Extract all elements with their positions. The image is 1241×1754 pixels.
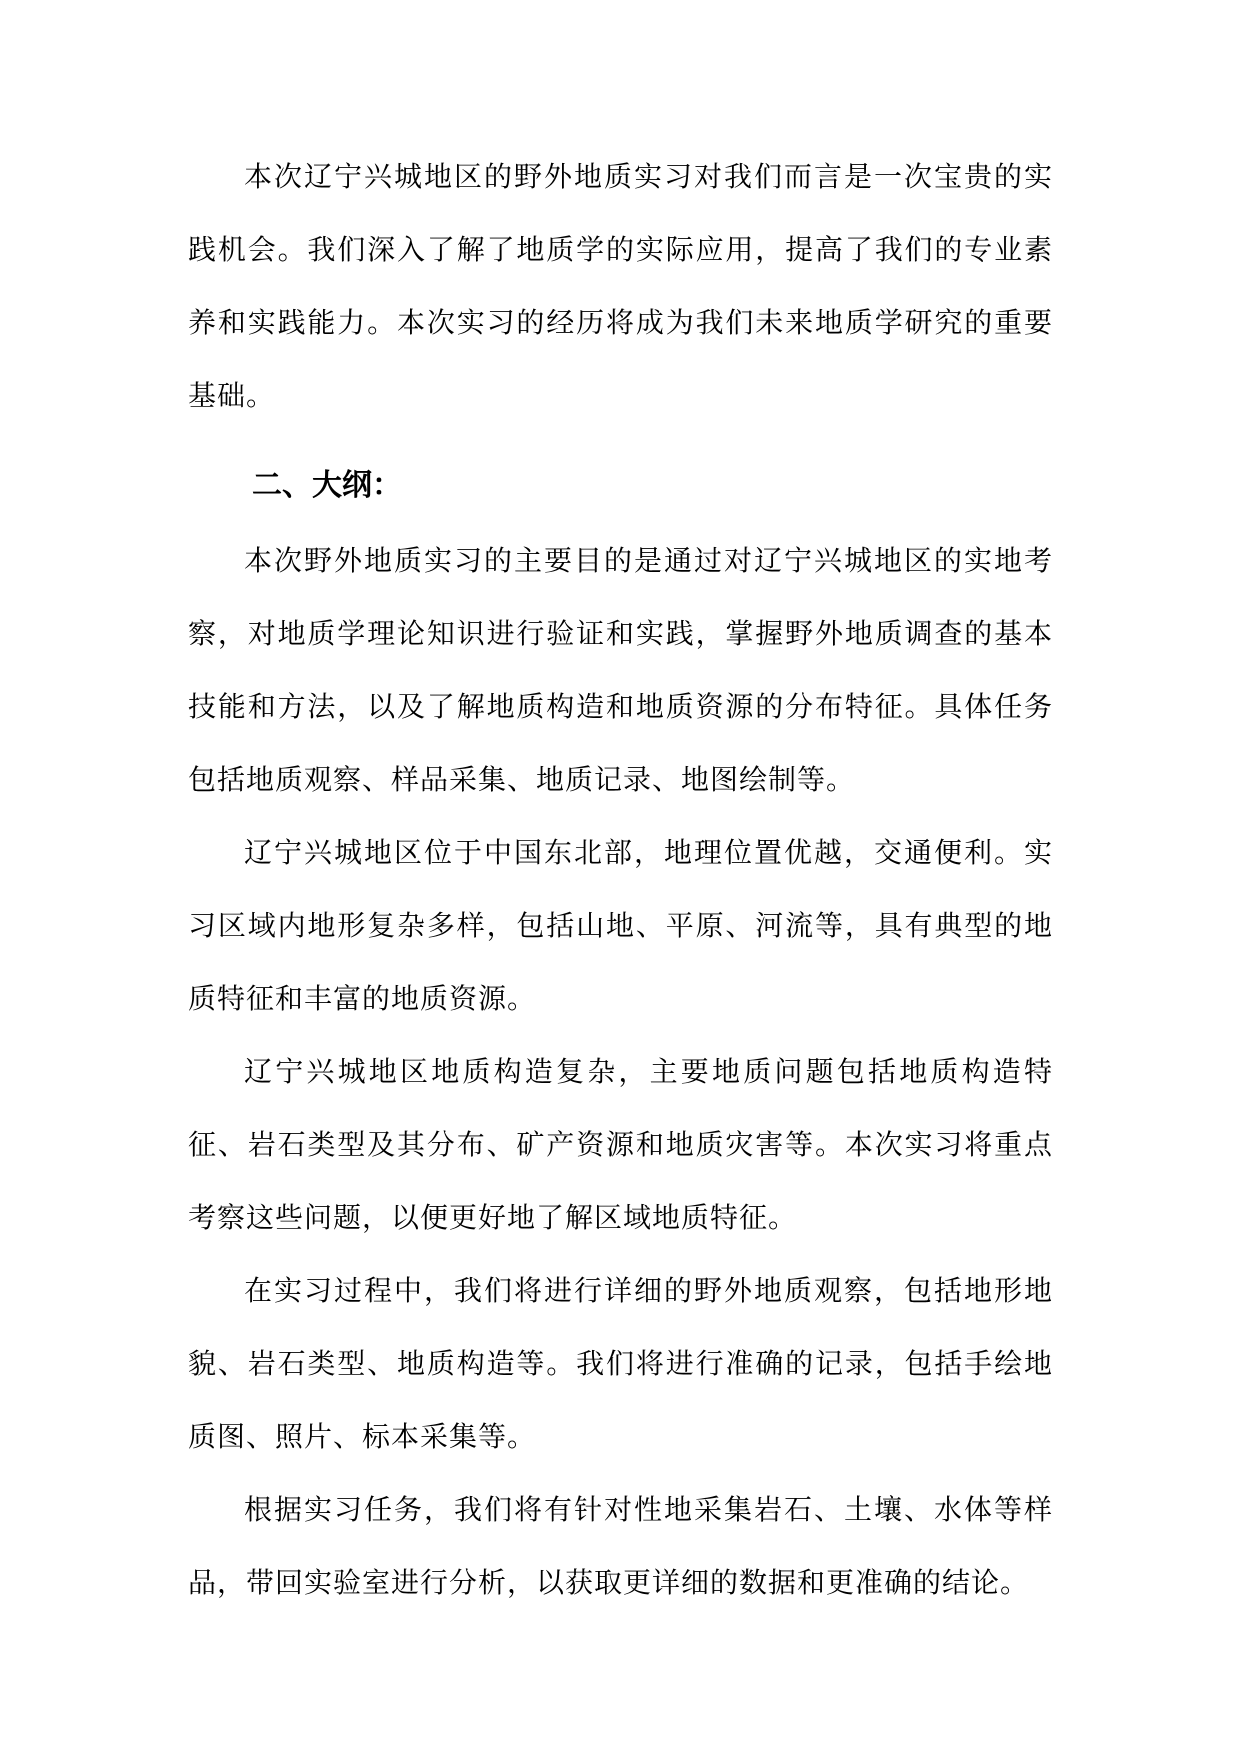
section-heading: 二、大纲： xyxy=(252,468,402,503)
paragraph-sampling: 根据实习任务，我们将有针对性地采集岩石、土壤、水体等样品，带回实验室进行分析，以获取更详细的数据和更准确的结论。 xyxy=(188,1493,1053,1599)
paragraph-summary: 本次辽宁兴城地区的野外地质实习对我们而言是一次宝贵的实践机会。我们深入了解了地质学的实际应用，提高了我们的专业素养和实践能力。本次实习的经历将成为我们未来地质学研究的重要基础。 xyxy=(188,160,1053,412)
paragraph-observation: 在实习过程中，我们将进行详细的野外地质观察，包括地形地貌、岩石类型、地质构造等。我们将进行准确的记录，包括手绘地质图、照片、标本采集等。 xyxy=(188,1274,1053,1453)
paragraph-geology: 辽宁兴城地区地质构造复杂，主要地质问题包括地质构造特征、岩石类型及其分布、矿产资源和地质灾害等。本次实习将重点考察这些问题，以便更好地了解区域地质特征。 xyxy=(188,1055,1053,1234)
paragraph-location: 辽宁兴城地区位于中国东北部，地理位置优越，交通便利。实习区域内地形复杂多样，包括山地、平原、河流等，具有典型的地质特征和丰富的地质资源。 xyxy=(188,836,1053,1015)
document-body xyxy=(188,140,1053,1619)
paragraph-objectives: 本次野外地质实习的主要目的是通过对辽宁兴城地区的实地考察，对地质学理论知识进行验证和实践，掌握野外地质调查的基本技能和方法，以及了解地质构造和地质资源的分布特征。具体任务包括地质观察、样品采集、地质记录、地图绘制等。 xyxy=(188,544,1053,796)
